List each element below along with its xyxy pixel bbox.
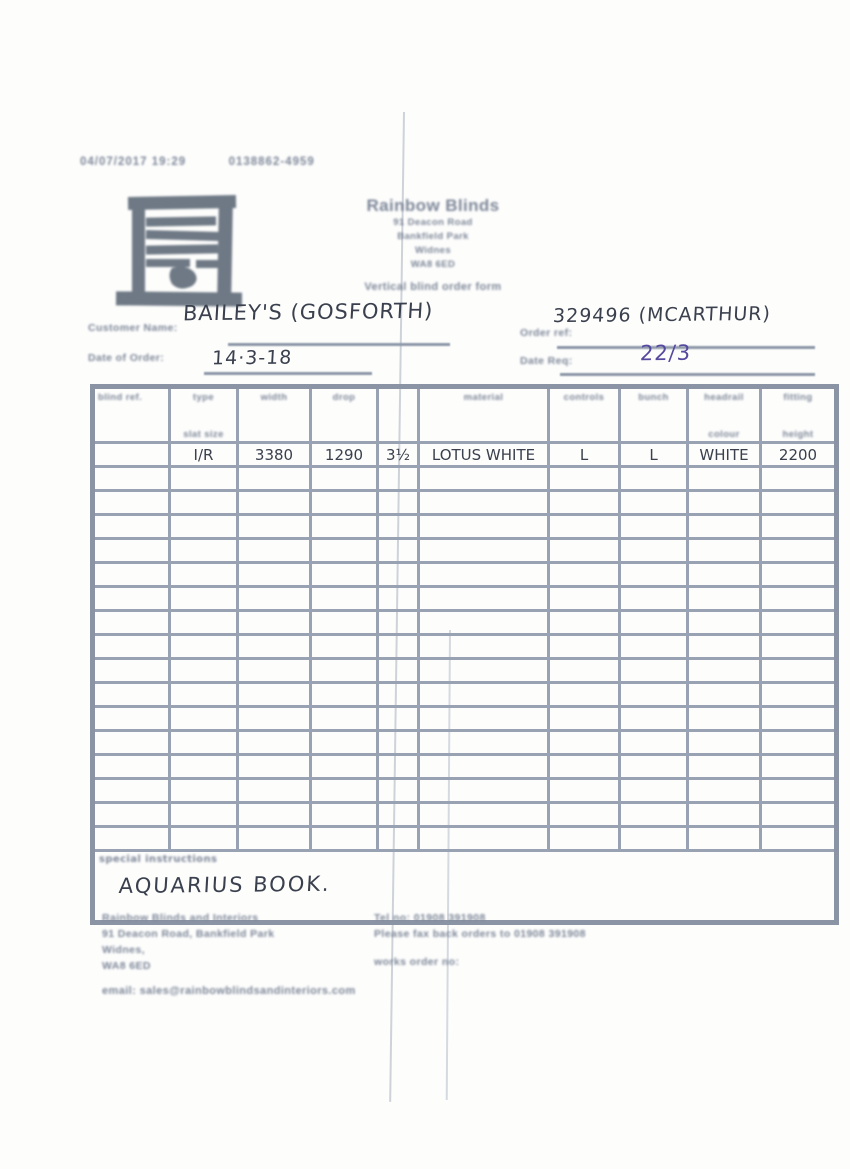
table-cell bbox=[93, 707, 170, 731]
table-cell bbox=[761, 539, 837, 563]
table-cell bbox=[238, 731, 311, 755]
table-cell bbox=[378, 491, 419, 515]
date-req-label: Date Req: bbox=[520, 355, 573, 367]
table-cell bbox=[688, 731, 761, 755]
table-cell bbox=[378, 563, 419, 587]
column-header-label: drop bbox=[332, 392, 356, 403]
table-cell bbox=[549, 731, 620, 755]
table-cell bbox=[238, 587, 311, 611]
table-cell bbox=[419, 635, 549, 659]
table-cell bbox=[761, 779, 837, 803]
table-cell bbox=[419, 491, 549, 515]
table-cell bbox=[620, 587, 688, 611]
table-cell bbox=[378, 707, 419, 731]
table-cell bbox=[761, 803, 837, 827]
table-cell bbox=[419, 827, 549, 851]
table-row bbox=[93, 539, 837, 563]
column-header-sublabel: height bbox=[782, 429, 814, 440]
date-req-value: 22/3 bbox=[639, 340, 692, 366]
table-cell bbox=[761, 659, 837, 683]
table-cell bbox=[419, 659, 549, 683]
table-row bbox=[93, 659, 837, 683]
table-cell bbox=[311, 491, 378, 515]
table-cell bbox=[238, 539, 311, 563]
table-cell bbox=[311, 755, 378, 779]
table-row bbox=[93, 467, 837, 491]
table-row bbox=[93, 491, 837, 515]
table-cell bbox=[761, 587, 837, 611]
table-cell bbox=[238, 755, 311, 779]
table-cell bbox=[761, 827, 837, 851]
table-cell bbox=[238, 611, 311, 635]
table-row bbox=[93, 683, 837, 707]
table-cell bbox=[170, 827, 238, 851]
table-cell bbox=[170, 803, 238, 827]
table-row bbox=[93, 587, 837, 611]
table-cell bbox=[419, 755, 549, 779]
table-cell bbox=[170, 491, 238, 515]
table-row bbox=[93, 635, 837, 659]
venetian-blind-logo-icon bbox=[110, 190, 242, 310]
company-address-line-3: Widnes bbox=[414, 245, 452, 256]
footer-company-name: Rainbow Blinds and Interiors bbox=[102, 912, 259, 924]
table-cell bbox=[549, 659, 620, 683]
table-cell bbox=[93, 443, 170, 467]
order-ref-label: Order ref: bbox=[520, 327, 573, 339]
table-cell bbox=[419, 539, 549, 563]
table-cell bbox=[688, 803, 761, 827]
table-cell bbox=[378, 467, 419, 491]
column-header-label: bunch bbox=[638, 392, 669, 403]
table-cell bbox=[761, 755, 837, 779]
table-cell bbox=[549, 467, 620, 491]
table-cell bbox=[620, 659, 688, 683]
table-cell bbox=[93, 803, 170, 827]
table-cell bbox=[419, 587, 549, 611]
table-cell bbox=[549, 827, 620, 851]
table-cell bbox=[378, 635, 419, 659]
column-header-label: type bbox=[192, 392, 215, 403]
table-cell bbox=[688, 491, 761, 515]
table-cell bbox=[549, 611, 620, 635]
table-cell bbox=[93, 611, 170, 635]
table-cell bbox=[93, 467, 170, 491]
footer-town: Widnes, bbox=[102, 944, 145, 956]
form-title: Vertical blind order form bbox=[364, 281, 502, 293]
column-header-label: headrail bbox=[704, 392, 744, 403]
table-cell bbox=[378, 731, 419, 755]
table-cell bbox=[170, 563, 238, 587]
table-cell bbox=[549, 635, 620, 659]
table-cell bbox=[311, 563, 378, 587]
footer-email: email: sales@rainbowblindsandinteriors.com bbox=[102, 985, 356, 997]
company-address-line-1: 91 Deacon Road bbox=[393, 217, 473, 228]
table-cell bbox=[238, 491, 311, 515]
table-cell bbox=[620, 779, 688, 803]
table-cell bbox=[170, 779, 238, 803]
table-cell bbox=[688, 611, 761, 635]
table-cell bbox=[170, 755, 238, 779]
column-header bbox=[238, 387, 311, 443]
column-header bbox=[311, 387, 378, 443]
table-cell bbox=[419, 683, 549, 707]
table-cell bbox=[688, 827, 761, 851]
customer-name-underline bbox=[228, 343, 450, 346]
column-header-label: width bbox=[260, 392, 288, 403]
order-table bbox=[90, 384, 839, 925]
table-cell bbox=[93, 563, 170, 587]
column-header bbox=[170, 387, 238, 443]
table-cell bbox=[419, 467, 549, 491]
table-cell bbox=[378, 659, 419, 683]
table-cell bbox=[311, 659, 378, 683]
table-cell: 3380 bbox=[238, 443, 311, 467]
table-cell bbox=[620, 611, 688, 635]
table-cell bbox=[378, 587, 419, 611]
table-cell bbox=[238, 683, 311, 707]
company-address-line-4: WA8 6ED bbox=[410, 259, 456, 270]
footer-tel: Tel no: 01908 391908 bbox=[374, 912, 486, 924]
column-header bbox=[93, 387, 170, 443]
column-header-sublabel: slat size bbox=[183, 429, 224, 440]
table-cell bbox=[549, 515, 620, 539]
table-cell bbox=[761, 491, 837, 515]
table-cell bbox=[238, 707, 311, 731]
table-cell bbox=[311, 827, 378, 851]
table-cell: LOTUS WHITE bbox=[419, 443, 549, 467]
table-cell bbox=[761, 467, 837, 491]
table-cell bbox=[419, 563, 549, 587]
table-cell bbox=[549, 491, 620, 515]
table-cell bbox=[170, 587, 238, 611]
table-cell bbox=[170, 731, 238, 755]
table-cell bbox=[688, 539, 761, 563]
table-cell bbox=[378, 683, 419, 707]
table-cell bbox=[311, 683, 378, 707]
table-row bbox=[93, 611, 837, 635]
footer-address: 91 Deacon Road, Bankfield Park bbox=[102, 928, 275, 940]
column-header bbox=[761, 387, 837, 443]
table-cell bbox=[688, 515, 761, 539]
footer-fax-note: Please fax back orders to 01908 391908 bbox=[374, 928, 586, 940]
table-cell bbox=[170, 683, 238, 707]
date-of-order-underline bbox=[204, 372, 372, 375]
table-cell bbox=[311, 539, 378, 563]
table-cell bbox=[549, 707, 620, 731]
header-row bbox=[93, 387, 837, 443]
column-header-label: fitting bbox=[783, 392, 813, 403]
table-cell bbox=[549, 779, 620, 803]
column-header bbox=[620, 387, 688, 443]
order-table-body bbox=[93, 443, 837, 851]
table-cell bbox=[688, 755, 761, 779]
column-header bbox=[688, 387, 761, 443]
order-ref-value: 329496 (MCARTHUR) bbox=[552, 302, 772, 328]
footer-contact-block bbox=[374, 910, 694, 942]
table-cell bbox=[93, 587, 170, 611]
table-cell bbox=[93, 491, 170, 515]
column-header-label: controls bbox=[563, 392, 605, 403]
table-cell bbox=[761, 611, 837, 635]
date-req-underline bbox=[560, 373, 815, 376]
table-cell bbox=[761, 683, 837, 707]
fax-transmission-header bbox=[80, 156, 315, 168]
table-cell bbox=[170, 611, 238, 635]
company-header bbox=[298, 196, 568, 293]
table-cell bbox=[93, 827, 170, 851]
table-cell bbox=[761, 515, 837, 539]
table-cell bbox=[549, 563, 620, 587]
table-cell bbox=[688, 659, 761, 683]
table-cell: WHITE bbox=[688, 443, 761, 467]
table-row bbox=[93, 779, 837, 803]
table-cell bbox=[419, 611, 549, 635]
table-cell bbox=[620, 467, 688, 491]
table-cell bbox=[688, 707, 761, 731]
table-cell bbox=[93, 683, 170, 707]
table-cell bbox=[761, 635, 837, 659]
table-cell bbox=[170, 635, 238, 659]
table-cell bbox=[620, 515, 688, 539]
table-cell bbox=[419, 803, 549, 827]
table-cell bbox=[378, 827, 419, 851]
table-cell bbox=[311, 611, 378, 635]
table-cell bbox=[620, 707, 688, 731]
table-cell bbox=[378, 779, 419, 803]
table-cell bbox=[549, 587, 620, 611]
footer-company-block bbox=[102, 910, 362, 974]
table-cell bbox=[620, 491, 688, 515]
table-cell bbox=[378, 539, 419, 563]
table-cell bbox=[688, 467, 761, 491]
table-cell: L bbox=[549, 443, 620, 467]
special-instructions-label: special instructions bbox=[99, 854, 218, 865]
table-cell bbox=[93, 635, 170, 659]
table-cell bbox=[688, 563, 761, 587]
table-cell bbox=[93, 779, 170, 803]
table-cell bbox=[311, 731, 378, 755]
table-cell bbox=[170, 539, 238, 563]
table-cell bbox=[688, 779, 761, 803]
table-cell bbox=[311, 707, 378, 731]
column-header bbox=[549, 387, 620, 443]
table-cell bbox=[311, 779, 378, 803]
table-cell bbox=[93, 755, 170, 779]
table-cell bbox=[311, 635, 378, 659]
footer-postcode: WA8 6ED bbox=[102, 960, 151, 972]
table-cell bbox=[93, 539, 170, 563]
table-row bbox=[93, 803, 837, 827]
table-cell bbox=[93, 731, 170, 755]
column-header-label: material bbox=[463, 392, 504, 403]
table-cell bbox=[688, 587, 761, 611]
order-table-head bbox=[93, 387, 837, 443]
fax-number: 0138862-4959 bbox=[228, 156, 315, 168]
table-cell: 3½ bbox=[378, 443, 419, 467]
table-cell bbox=[620, 803, 688, 827]
customer-name-label: Customer Name: bbox=[88, 322, 178, 334]
table-cell bbox=[419, 731, 549, 755]
table-row bbox=[93, 731, 837, 755]
table-cell bbox=[688, 683, 761, 707]
table-cell bbox=[620, 635, 688, 659]
table-cell bbox=[419, 515, 549, 539]
table-cell bbox=[238, 779, 311, 803]
table-cell bbox=[620, 827, 688, 851]
table-row bbox=[93, 443, 837, 467]
table-cell: 2200 bbox=[761, 443, 837, 467]
table-cell bbox=[238, 827, 311, 851]
table-cell bbox=[761, 731, 837, 755]
table-cell bbox=[238, 659, 311, 683]
table-cell bbox=[620, 563, 688, 587]
table-cell bbox=[419, 707, 549, 731]
table-cell: L bbox=[620, 443, 688, 467]
table-cell bbox=[549, 683, 620, 707]
table-cell bbox=[238, 803, 311, 827]
table-cell: I/R bbox=[170, 443, 238, 467]
table-cell bbox=[378, 755, 419, 779]
table-cell bbox=[378, 803, 419, 827]
table-cell bbox=[419, 779, 549, 803]
table-cell bbox=[549, 539, 620, 563]
table-row bbox=[93, 515, 837, 539]
table-row bbox=[93, 707, 837, 731]
table-cell bbox=[761, 707, 837, 731]
customer-name-value: BAILEY'S (GOSFORTH) bbox=[182, 298, 435, 326]
table-row bbox=[93, 563, 837, 587]
special-instructions-value: AQUARIUS BOOK. bbox=[118, 871, 332, 898]
table-cell bbox=[378, 611, 419, 635]
table-row bbox=[93, 755, 837, 779]
table-row bbox=[93, 827, 837, 851]
table-cell bbox=[688, 635, 761, 659]
table-cell bbox=[170, 707, 238, 731]
table-cell bbox=[620, 683, 688, 707]
table-cell bbox=[238, 563, 311, 587]
date-of-order-value: 14·3-18 bbox=[211, 346, 293, 370]
company-name: Rainbow Blinds bbox=[366, 196, 500, 215]
table-cell bbox=[761, 563, 837, 587]
table-cell bbox=[170, 467, 238, 491]
table-cell bbox=[620, 539, 688, 563]
table-cell bbox=[311, 803, 378, 827]
table-cell bbox=[170, 659, 238, 683]
table-cell bbox=[93, 515, 170, 539]
table-cell bbox=[311, 467, 378, 491]
table-cell bbox=[620, 755, 688, 779]
company-address-line-2: Bankfield Park bbox=[397, 231, 469, 242]
table-cell bbox=[170, 515, 238, 539]
table-cell bbox=[378, 515, 419, 539]
table-cell bbox=[311, 587, 378, 611]
column-header bbox=[378, 387, 419, 443]
works-order-label: works order no: bbox=[374, 956, 460, 968]
table-cell bbox=[238, 467, 311, 491]
table-cell bbox=[549, 755, 620, 779]
table-cell bbox=[238, 635, 311, 659]
column-header bbox=[419, 387, 549, 443]
table-cell bbox=[238, 515, 311, 539]
table-cell bbox=[311, 515, 378, 539]
date-of-order-label: Date of Order: bbox=[88, 352, 165, 364]
table-cell bbox=[620, 731, 688, 755]
table-cell: 1290 bbox=[311, 443, 378, 467]
fax-datetime: 04/07/2017 19:29 bbox=[80, 156, 187, 168]
column-header-label: blind ref. bbox=[98, 392, 143, 403]
table-cell bbox=[549, 803, 620, 827]
column-header-sublabel: colour bbox=[708, 429, 740, 440]
table-cell bbox=[93, 659, 170, 683]
